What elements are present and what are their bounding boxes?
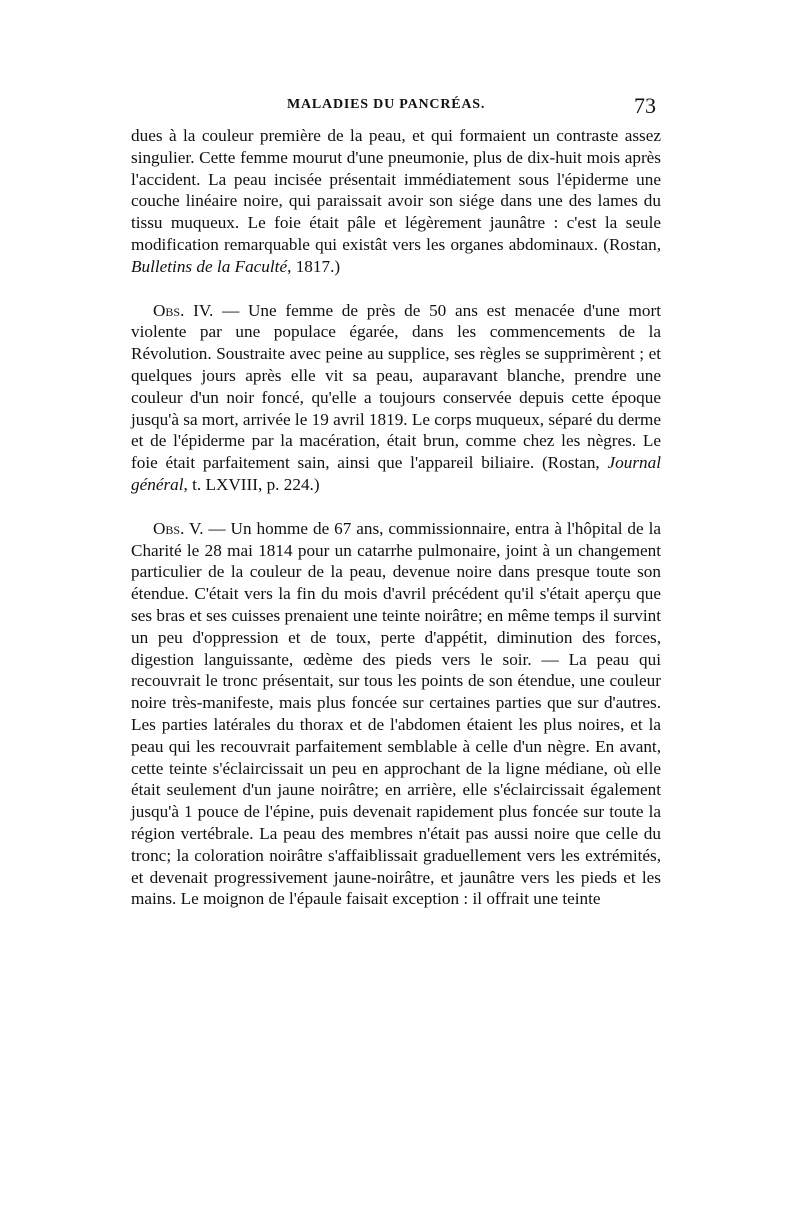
page-number: 73: [634, 93, 656, 118]
body-text: [131, 125, 661, 910]
citation-title: Journal général: [131, 453, 661, 494]
citation-tail: , t. LXVIII, p. 224.): [183, 474, 320, 494]
observation-iv: [131, 300, 661, 496]
running-header: [142, 95, 662, 123]
paragraph-text: — Une femme de près de 50 ans est menacée d'une mort violente par une populace égarée, dans les commencements de la Révolution. Soustraite avec peine au supplice, ses règles se supprimèrent ; et quelques jours après elle vit sa peau, auparavant blanche, prendre une couleur d'un noir foncé, qu'elle a toujours conservée depuis cette époque jusqu'à sa mort, arrivée le 19 avril 1819. Le corps muqueux, séparé du derme et de l'épiderme par la macération, était brun, comme chez les nègres. Le foie était parfaitement sain, ainsi que l'appareil biliaire. (Rostan,: [131, 300, 662, 473]
paragraph-continuation: [131, 125, 661, 278]
citation-tail: , 1817.): [287, 256, 341, 276]
observation-label: Obs. IV.: [153, 300, 214, 320]
paragraph-text: dues à la couleur première de la peau, et qui formaient un contraste assez singulier. Cette femme mourut d'une pneumonie, plus de dix-huit mois après l'accident. La peau incisée présentait immédiatement sous l'épiderme une couche linéaire noire, qui paraissait avoir son siége dans une des lames du tissu muqueux. Le foie était pâle et légèrement jaunâtre : c'est la seule modification remarquable qui existât vers les organes abdominaux. (Rostan,: [131, 126, 661, 254]
citation-title: Bulletins de la Faculté: [131, 256, 288, 276]
paragraph-text: — Un homme de 67 ans, commissionnaire, entra à l'hôpital de la Charité le 28 mai 1814 pour un catarrhe pulmonaire, joint à un changement particulier de la couleur de la peau, devenue noire dans presque toute son étendue. C'était vers la fin du mois d'avril précédent qu'il s'était aperçu que ses bras et ses cuisses prenaient une teinte noirâtre; en même temps il survint un peu d'oppression et de toux, perte d'appétit, diminution des forces, digestion languissante, œdème des pieds vers le soir. — La peau qui recouvrait le tronc présentait, sur tous les points de son étendue, une couleur noire très-manifeste, mais plus foncée sur certaines parties que sur d'autres. Les parties latérales du thorax et de l'abdomen étaient les plus noires, et la peau qui les recouvrait parfaitement semblable à celle d'un nègre. En avant, cette teinte s'éclaircissait un peu en approchant de la ligne médiane, où elle était seulement d'un jaune noirâtre; en arrière, elle s'éclaircissait également jusqu'à 1 pouce de l'épine, puis devenait rapidement plus foncée sur toute la région vertébrale. La peau des membres n'était pas aussi noire que celle du tronc; la coloration noirâtre s'affaiblissait graduellement vers les extrémités, et devenait progressivement jaune-noirâtre, et jaunâtre vers les pieds et les mains. Le moignon de l'épaule faisait exception : il offrait une teinte: [131, 518, 661, 909]
observation-label: Obs. V.: [153, 518, 204, 538]
observation-v: [131, 518, 661, 910]
running-title: MALADIES DU PANCRÉAS.: [287, 97, 486, 112]
